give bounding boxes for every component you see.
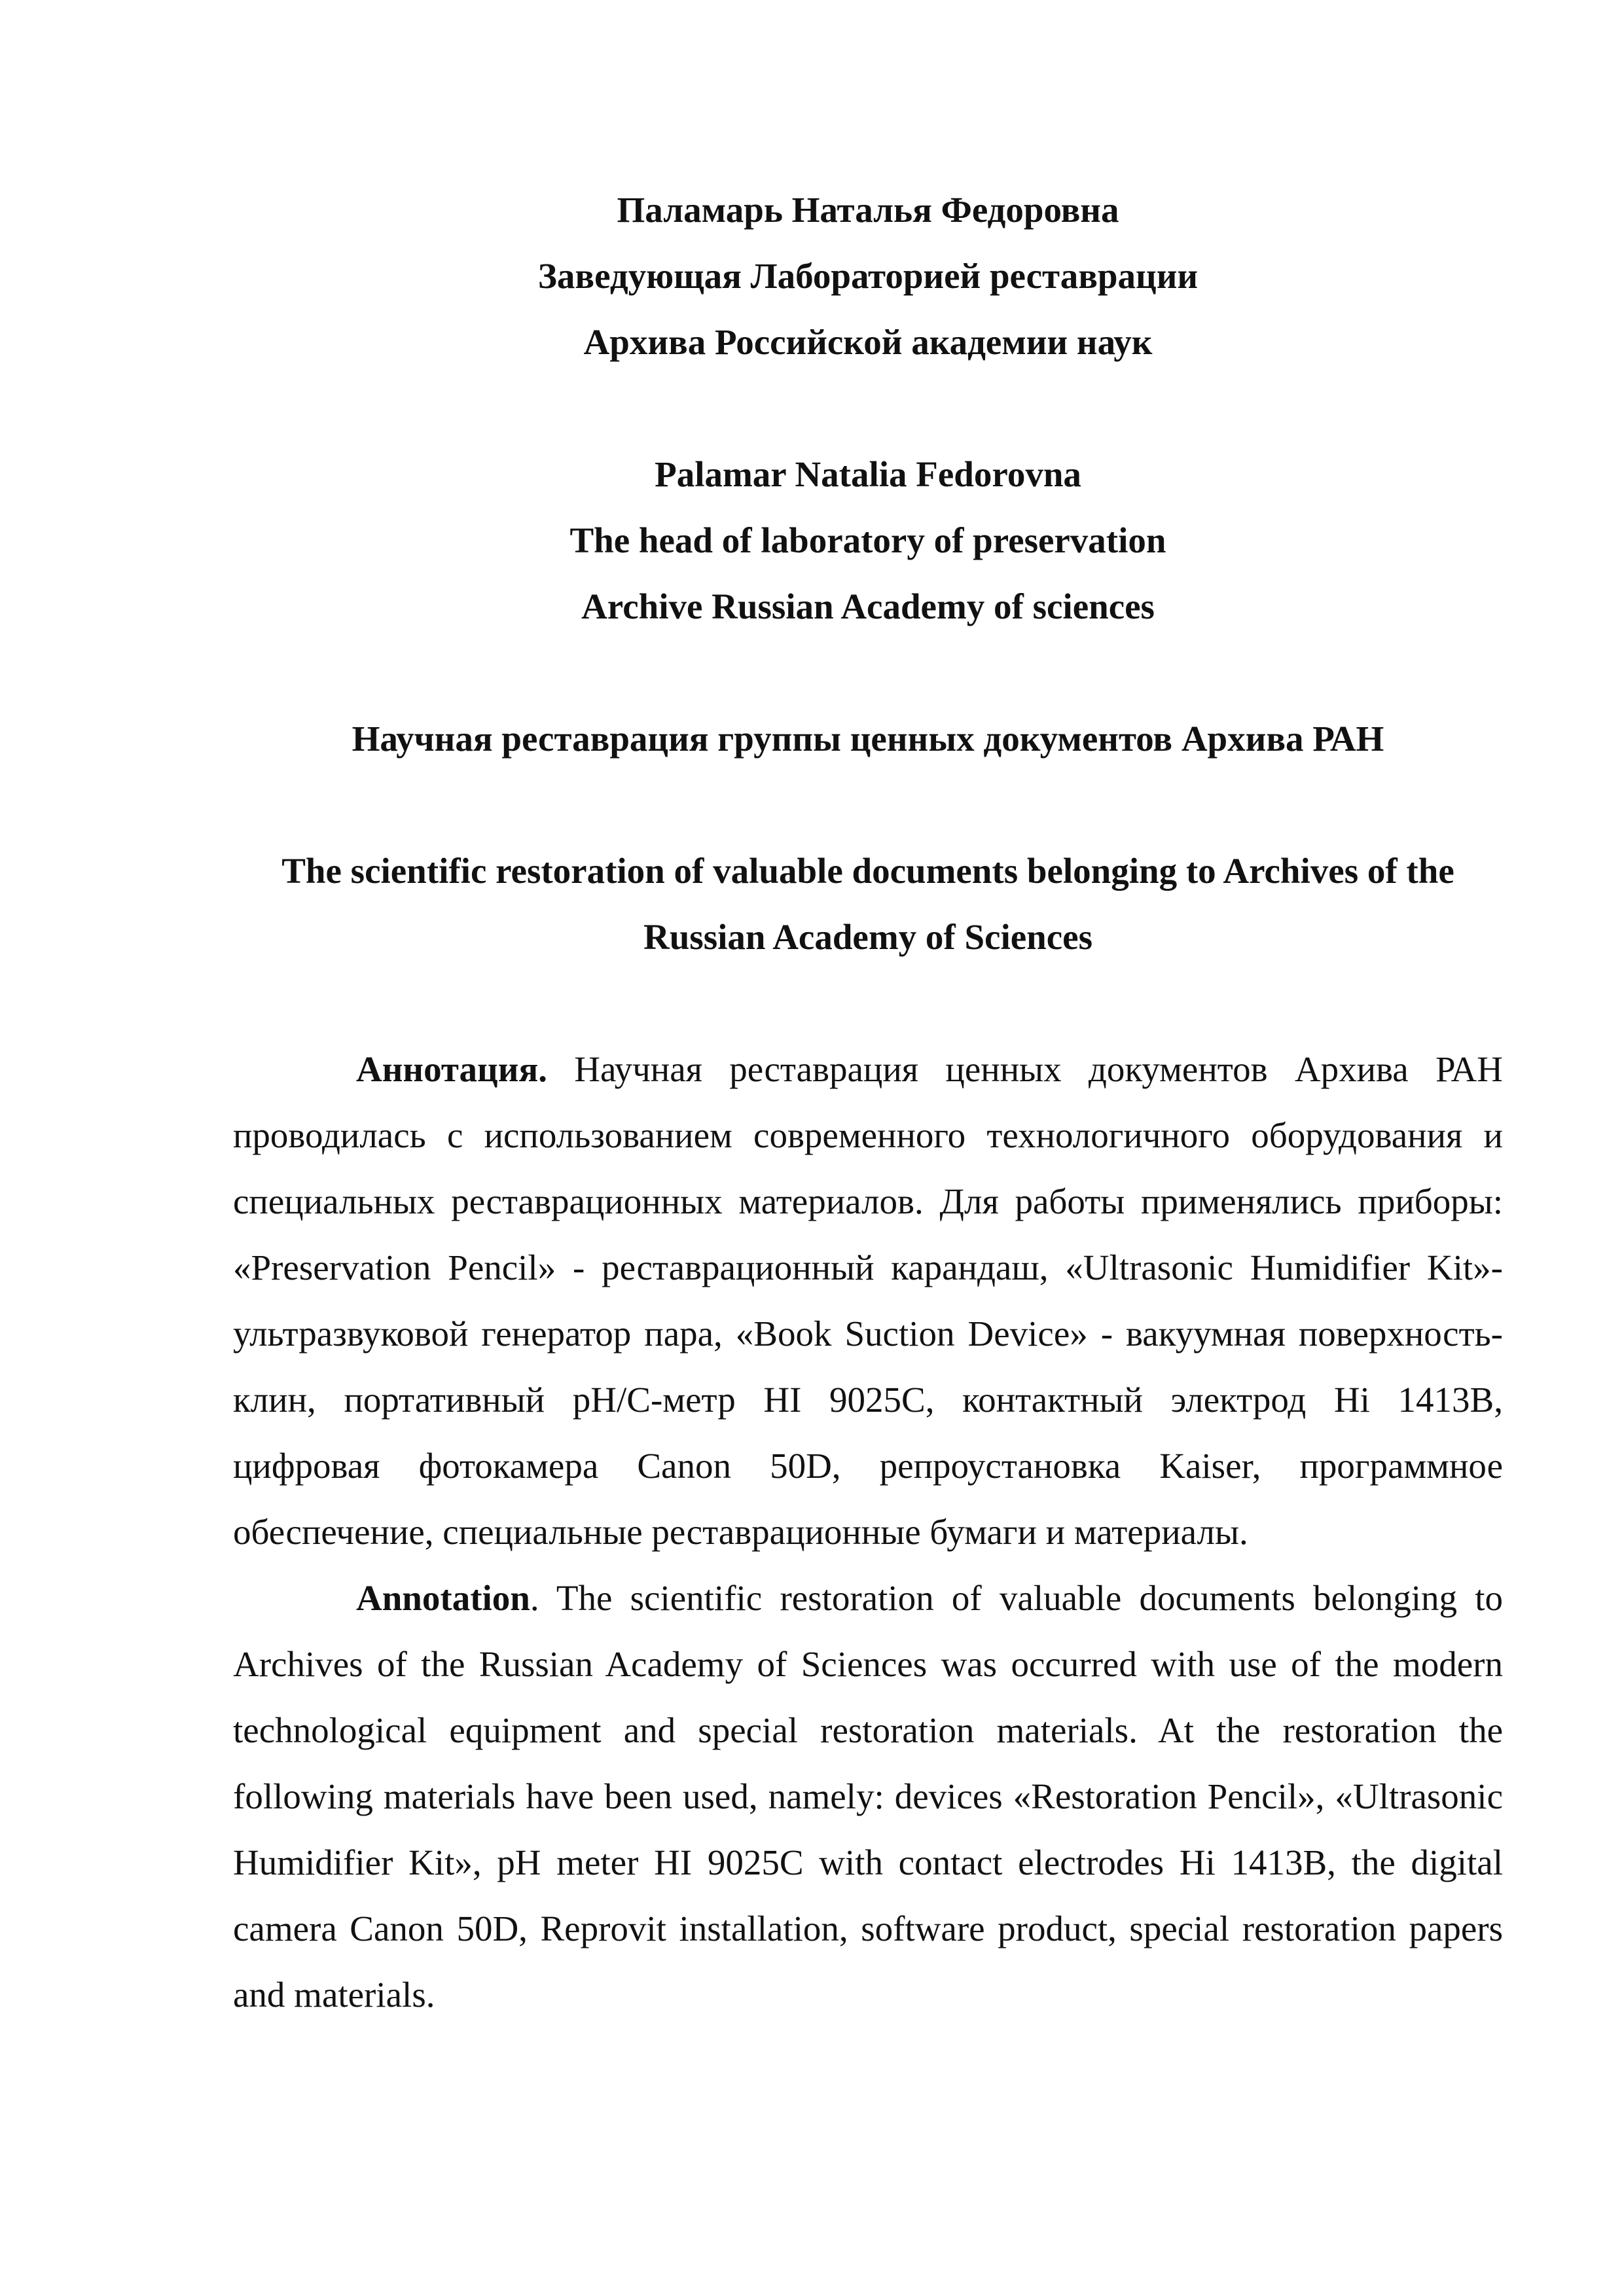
document-page	[233, 177, 1503, 2028]
author-org-ru: Архива Российской академии наук	[583, 322, 1153, 362]
abstract-ru-text: Научная реставрация ценных документов Архива РАН проводилась с использованием современного технологичного оборудования и специальных реставрационных материалов. Для работы применялись приборы: «Preservation Pencil» - реставрационный карандаш, «Ultrasonic Humidifier Kit»-ультразвуковой генератор пара, «Book Suction Device» - вакуумная поверхность-клин, портативный pH/C-метр HI 9025C, контактный электрод Hi 1413B, цифровая фотокамера Canon 50D, репроустановка Kaiser, программное обеспечение, специальные реставрационные бумаги и материалы.	[233, 1049, 1503, 1552]
abstract-en-text: . The scientific restoration of valuable documents belonging to Archives of the Russian Academy of Sciences was occurred with use of the modern technological equipment and special restoration materials. At the restoration the following materials have been used, namely: devices «Restoration Pencil», «Ultrasonic Humidifier Kit», pH meter HI 9025C with contact electrodes Hi 1413B, the digital camera Canon 50D, Reprovit installation, software product, special restoration papers and materials.	[233, 1578, 1503, 2015]
abstract-ru-label: Аннотация.	[356, 1049, 547, 1089]
author-position-ru: Заведующая Лабораторией реставрации	[537, 256, 1199, 296]
abstract-en	[233, 1565, 1503, 2028]
author-block-ru	[233, 177, 1503, 375]
title-ru: Научная реставрация группы ценных документов Архива РАН	[352, 719, 1384, 759]
title-en-line1: The scientific restoration of valuable documents belonging to Archives of the	[281, 851, 1454, 891]
author-block-en	[233, 441, 1503, 639]
title-en-line2: Russian Academy of Sciences	[643, 917, 1092, 957]
author-org-en: Archive Russian Academy of sciences	[581, 586, 1155, 626]
abstract-en-label: Annotation	[356, 1578, 530, 1618]
author-name-ru: Паламарь Наталья Федоровна	[617, 190, 1119, 230]
abstract-ru	[233, 1036, 1503, 1565]
author-name-en: Palamar Natalia Fedorovna	[655, 454, 1081, 494]
title-en	[233, 838, 1503, 970]
author-position-en: The head of laboratory of preservation	[569, 520, 1166, 560]
